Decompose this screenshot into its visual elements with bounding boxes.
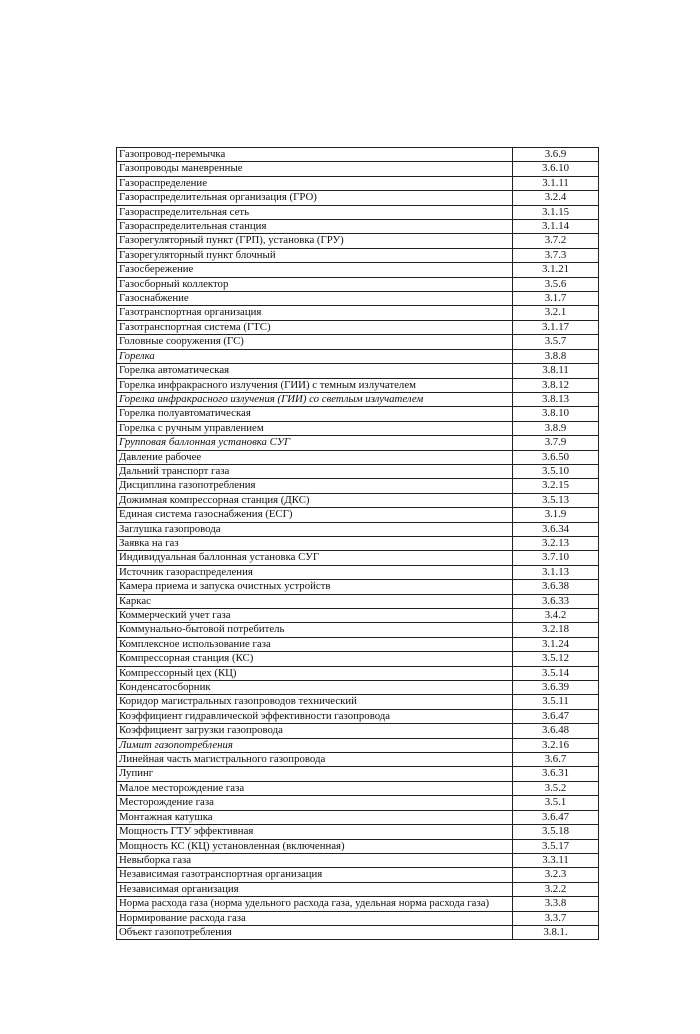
term-cell: Групповая баллонная установка СУГ [117,436,513,450]
section-number-cell: 3.8.12 [513,378,599,392]
table-row [117,594,599,608]
table-row [117,306,599,320]
table-row [117,810,599,824]
term-cell: Давление рабочее [117,450,513,464]
section-number-cell: 3.5.7 [513,335,599,349]
table-row [117,709,599,723]
table-row [117,897,599,911]
term-cell: Заглушка газопровода [117,522,513,536]
table-row [117,623,599,637]
term-cell: Дожимная компрессорная станция (ДКС) [117,493,513,507]
term-cell: Заявка на газ [117,536,513,550]
section-number-cell: 3.7.3 [513,248,599,262]
table-row [117,292,599,306]
section-number-cell: 3.2.3 [513,868,599,882]
term-cell: Лимит газопотребления [117,738,513,752]
section-number-cell: 3.2.16 [513,738,599,752]
section-number-cell: 3.7.9 [513,436,599,450]
table-row [117,205,599,219]
term-cell: Горелка инфракрасного излучения (ГИИ) со светлым излучателем [117,392,513,406]
table-row [117,536,599,550]
term-cell: Нормирование расхода газа [117,911,513,925]
table-row [117,436,599,450]
term-cell: Горелка автоматическая [117,364,513,378]
term-cell: Газораспределительная организация (ГРО) [117,191,513,205]
terms-index-body [117,148,599,940]
term-cell: Горелка инфракрасного излучения (ГИИ) с темным излучателем [117,378,513,392]
term-cell: Мощность ГТУ эффективная [117,825,513,839]
table-row [117,479,599,493]
table-row [117,508,599,522]
term-cell: Лупинг [117,767,513,781]
section-number-cell: 3.5.13 [513,493,599,507]
section-number-cell: 3.8.9 [513,421,599,435]
table-row [117,767,599,781]
table-row [117,911,599,925]
term-cell: Газосбережение [117,263,513,277]
table-row [117,609,599,623]
section-number-cell: 3.5.11 [513,695,599,709]
term-cell: Коммунально-бытовой потребитель [117,623,513,637]
table-row [117,753,599,767]
table-row [117,364,599,378]
section-number-cell: 3.2.4 [513,191,599,205]
table-row [117,652,599,666]
table-row [117,853,599,867]
table-row [117,565,599,579]
table-row [117,580,599,594]
section-number-cell: 3.6.34 [513,522,599,536]
table-row [117,781,599,795]
term-cell: Каркас [117,594,513,608]
section-number-cell: 3.8.10 [513,407,599,421]
section-number-cell: 3.8.13 [513,392,599,406]
section-number-cell: 3.6.47 [513,709,599,723]
term-cell: Монтажная катушка [117,810,513,824]
section-number-cell: 3.6.10 [513,162,599,176]
term-cell: Коридор магистральных газопроводов технический [117,695,513,709]
table-row [117,392,599,406]
term-cell: Горелка с ручным управлением [117,421,513,435]
term-cell: Независимая газотранспортная организация [117,868,513,882]
table-row [117,378,599,392]
term-cell: Независимая организация [117,882,513,896]
section-number-cell: 3.5.10 [513,464,599,478]
table-row [117,695,599,709]
section-number-cell: 3.2.13 [513,536,599,550]
term-cell: Компрессорный цех (КЦ) [117,666,513,680]
term-cell: Коэффициент загрузки газопровода [117,724,513,738]
section-number-cell: 3.1.17 [513,320,599,334]
section-number-cell: 3.6.47 [513,810,599,824]
table-row [117,248,599,262]
section-number-cell: 3.6.50 [513,450,599,464]
table-row [117,407,599,421]
section-number-cell: 3.2.15 [513,479,599,493]
table-row [117,868,599,882]
table-row [117,724,599,738]
term-cell: Невыборка газа [117,853,513,867]
term-cell: Камера приема и запуска очистных устройств [117,580,513,594]
table-row [117,839,599,853]
term-cell: Комплексное использование газа [117,637,513,651]
table-row [117,421,599,435]
term-cell: Головные сооружения (ГС) [117,335,513,349]
section-number-cell: 3.1.13 [513,565,599,579]
section-number-cell: 3.6.9 [513,148,599,162]
section-number-cell: 3.8.8 [513,349,599,363]
section-number-cell: 3.5.12 [513,652,599,666]
section-number-cell: 3.6.38 [513,580,599,594]
table-row [117,335,599,349]
section-number-cell: 3.5.6 [513,277,599,291]
term-cell: Горелка полуавтоматическая [117,407,513,421]
table-row [117,681,599,695]
table-row [117,666,599,680]
table-row [117,637,599,651]
section-number-cell: 3.1.11 [513,176,599,190]
table-row [117,882,599,896]
table-row [117,738,599,752]
table-row [117,162,599,176]
section-number-cell: 3.5.14 [513,666,599,680]
section-number-cell: 3.6.7 [513,753,599,767]
section-number-cell: 3.6.33 [513,594,599,608]
section-number-cell: 3.2.2 [513,882,599,896]
section-number-cell: 3.8.11 [513,364,599,378]
terms-index-table [116,147,599,940]
table-row [117,176,599,190]
term-cell: Месторождение газа [117,796,513,810]
section-number-cell: 3.3.8 [513,897,599,911]
term-cell: Газораспределительная сеть [117,205,513,219]
section-number-cell: 3.2.18 [513,623,599,637]
section-number-cell: 3.8.1. [513,925,599,939]
section-number-cell: 3.4.2 [513,609,599,623]
section-number-cell: 3.3.11 [513,853,599,867]
term-cell: Дальний транспорт газа [117,464,513,478]
term-cell: Газорегуляторный пункт (ГРП), установка (ГРУ) [117,234,513,248]
term-cell: Норма расхода газа (норма удельного расхода газа, удельная норма расхода газа) [117,897,513,911]
section-number-cell: 3.1.9 [513,508,599,522]
section-number-cell: 3.1.7 [513,292,599,306]
table-row [117,464,599,478]
table-row [117,277,599,291]
table-row [117,522,599,536]
section-number-cell: 3.2.1 [513,306,599,320]
term-cell: Газосборный коллектор [117,277,513,291]
section-number-cell: 3.5.17 [513,839,599,853]
term-cell: Газопровод-перемычка [117,148,513,162]
table-row [117,220,599,234]
term-cell: Газораспределительная станция [117,220,513,234]
section-number-cell: 3.6.48 [513,724,599,738]
table-row [117,191,599,205]
section-number-cell: 3.6.31 [513,767,599,781]
section-number-cell: 3.1.24 [513,637,599,651]
term-cell: Газотранспортная организация [117,306,513,320]
section-number-cell: 3.3.7 [513,911,599,925]
term-cell: Коммерческий учет газа [117,609,513,623]
table-row [117,263,599,277]
term-cell: Мощность КС (КЦ) установленная (включенная) [117,839,513,853]
term-cell: Индивидуальная баллонная установка СУГ [117,551,513,565]
section-number-cell: 3.6.39 [513,681,599,695]
table-row [117,450,599,464]
term-cell: Единая система газоснабжения (ЕСГ) [117,508,513,522]
term-cell: Малое месторождение газа [117,781,513,795]
term-cell: Компрессорная станция (КС) [117,652,513,666]
table-row [117,493,599,507]
section-number-cell: 3.5.2 [513,781,599,795]
table-row [117,796,599,810]
table-row [117,551,599,565]
term-cell: Дисциплина газопотребления [117,479,513,493]
table-row [117,234,599,248]
section-number-cell: 3.7.2 [513,234,599,248]
term-cell: Горелка [117,349,513,363]
section-number-cell: 3.7.10 [513,551,599,565]
section-number-cell: 3.5.18 [513,825,599,839]
term-cell: Газопроводы маневренные [117,162,513,176]
table-row [117,825,599,839]
table-row [117,925,599,939]
section-number-cell: 3.5.1 [513,796,599,810]
table-row [117,148,599,162]
term-cell: Источник газораспределения [117,565,513,579]
term-cell: Коэффициент гидравлической эффективности газопровода [117,709,513,723]
table-row [117,320,599,334]
term-cell: Объект газопотребления [117,925,513,939]
section-number-cell: 3.1.15 [513,205,599,219]
term-cell: Конденсатосборник [117,681,513,695]
section-number-cell: 3.1.14 [513,220,599,234]
term-cell: Газорегуляторный пункт блочный [117,248,513,262]
term-cell: Газораспределение [117,176,513,190]
table-row [117,349,599,363]
term-cell: Линейная часть магистрального газопровода [117,753,513,767]
section-number-cell: 3.1.21 [513,263,599,277]
term-cell: Газотранспортная система (ГТС) [117,320,513,334]
term-cell: Газоснабжение [117,292,513,306]
